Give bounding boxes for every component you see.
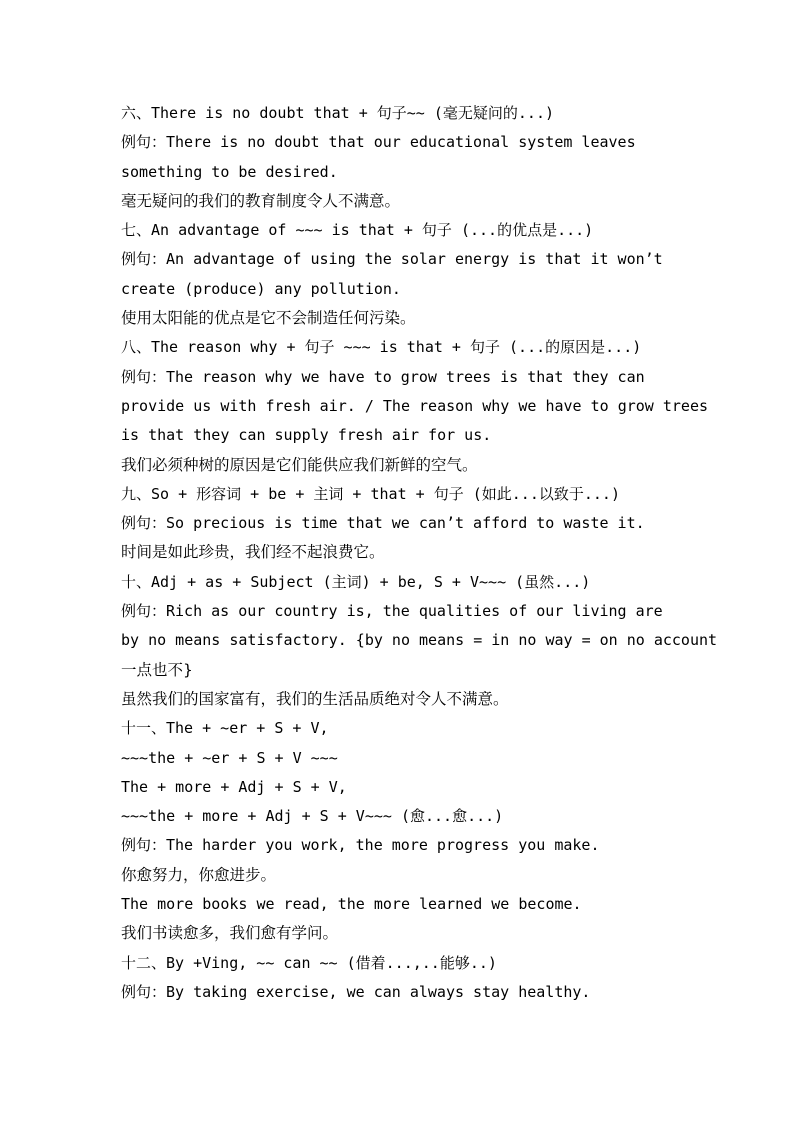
heading-line: 七、An advantage of ~~~ is that + 句子 (...的优点是...) [121,221,594,240]
example-line: is that they can supply fresh air for us. [121,426,492,445]
heading-line: 六、There is no doubt that + 句子~~ (毫无疑问的...) [121,104,555,122]
translation-line: 我们必须种树的原因是它们能供应我们新鲜的空气。 [121,455,478,474]
heading-line: ~~~the + more + Adj + S + V~~~ (愈...愈...) [121,807,504,826]
heading-line: The + more + Adj + S + V, [121,777,347,796]
example-line: 例句：So precious is time that we can’t afford to waste it. [121,514,645,533]
example-line: 例句：The harder you work, the more progress you make. [121,836,600,855]
example-line: provide us with fresh air. / The reason why we have to grow trees [121,396,708,415]
heading-line: 八、The reason why + 句子 ~~~ is that + 句子 (...的原因是...) [121,338,642,357]
example-line: 例句：There is no doubt that our educational system leaves [121,133,636,152]
translation-line: 毫无疑问的我们的教育制度令人不满意。 [121,191,401,210]
translation-line: 我们书读愈多，我们愈有学问。 [121,924,339,943]
heading-line: 十二、By +Ving, ~~ can ~~ (借着...,..能够..) [121,953,497,972]
heading-line: ~~~the + ~er + S + V ~~~ [121,748,338,767]
heading-line: 十、Adj + as + Subject (主词) + be, S + V~~~ (虽然...) [121,572,591,591]
translation-line: 使用太阳能的优点是它不会制造任何污染。 [121,309,416,328]
translation-line: 虽然我们的国家富有，我们的生活品质绝对令人不满意。 [121,689,509,708]
example-line: 例句：By taking exercise, we can always stay healthy. [121,982,591,1001]
example-line: 例句：An advantage of using the solar energy is that it won’t [121,250,663,269]
example-line: something to be desired. [121,162,338,181]
example-line: 例句：Rich as our country is, the qualities of our living are [121,602,663,621]
document-body [121,99,721,1007]
translation-line: 时间是如此珍贵，我们经不起浪费它。 [121,543,385,562]
heading-line: 九、So + 形容词 + be + 主词 + that + 句子 (如此...以致于...) [121,484,620,503]
translation-line: 你愈努力，你愈进步。 [121,865,277,884]
example-line: 例句：The reason why we have to grow trees is that they can [121,367,645,386]
example-line: The more books we read, the more learned we become. [121,895,582,914]
translation-line: 一点也不} [121,660,193,679]
example-line: create (produce) any pollution. [121,279,401,298]
heading-line: 十一、The + ~er + S + V, [121,719,329,738]
example-line: by no means satisfactory. {by no means = in no way = on no account [121,631,718,650]
